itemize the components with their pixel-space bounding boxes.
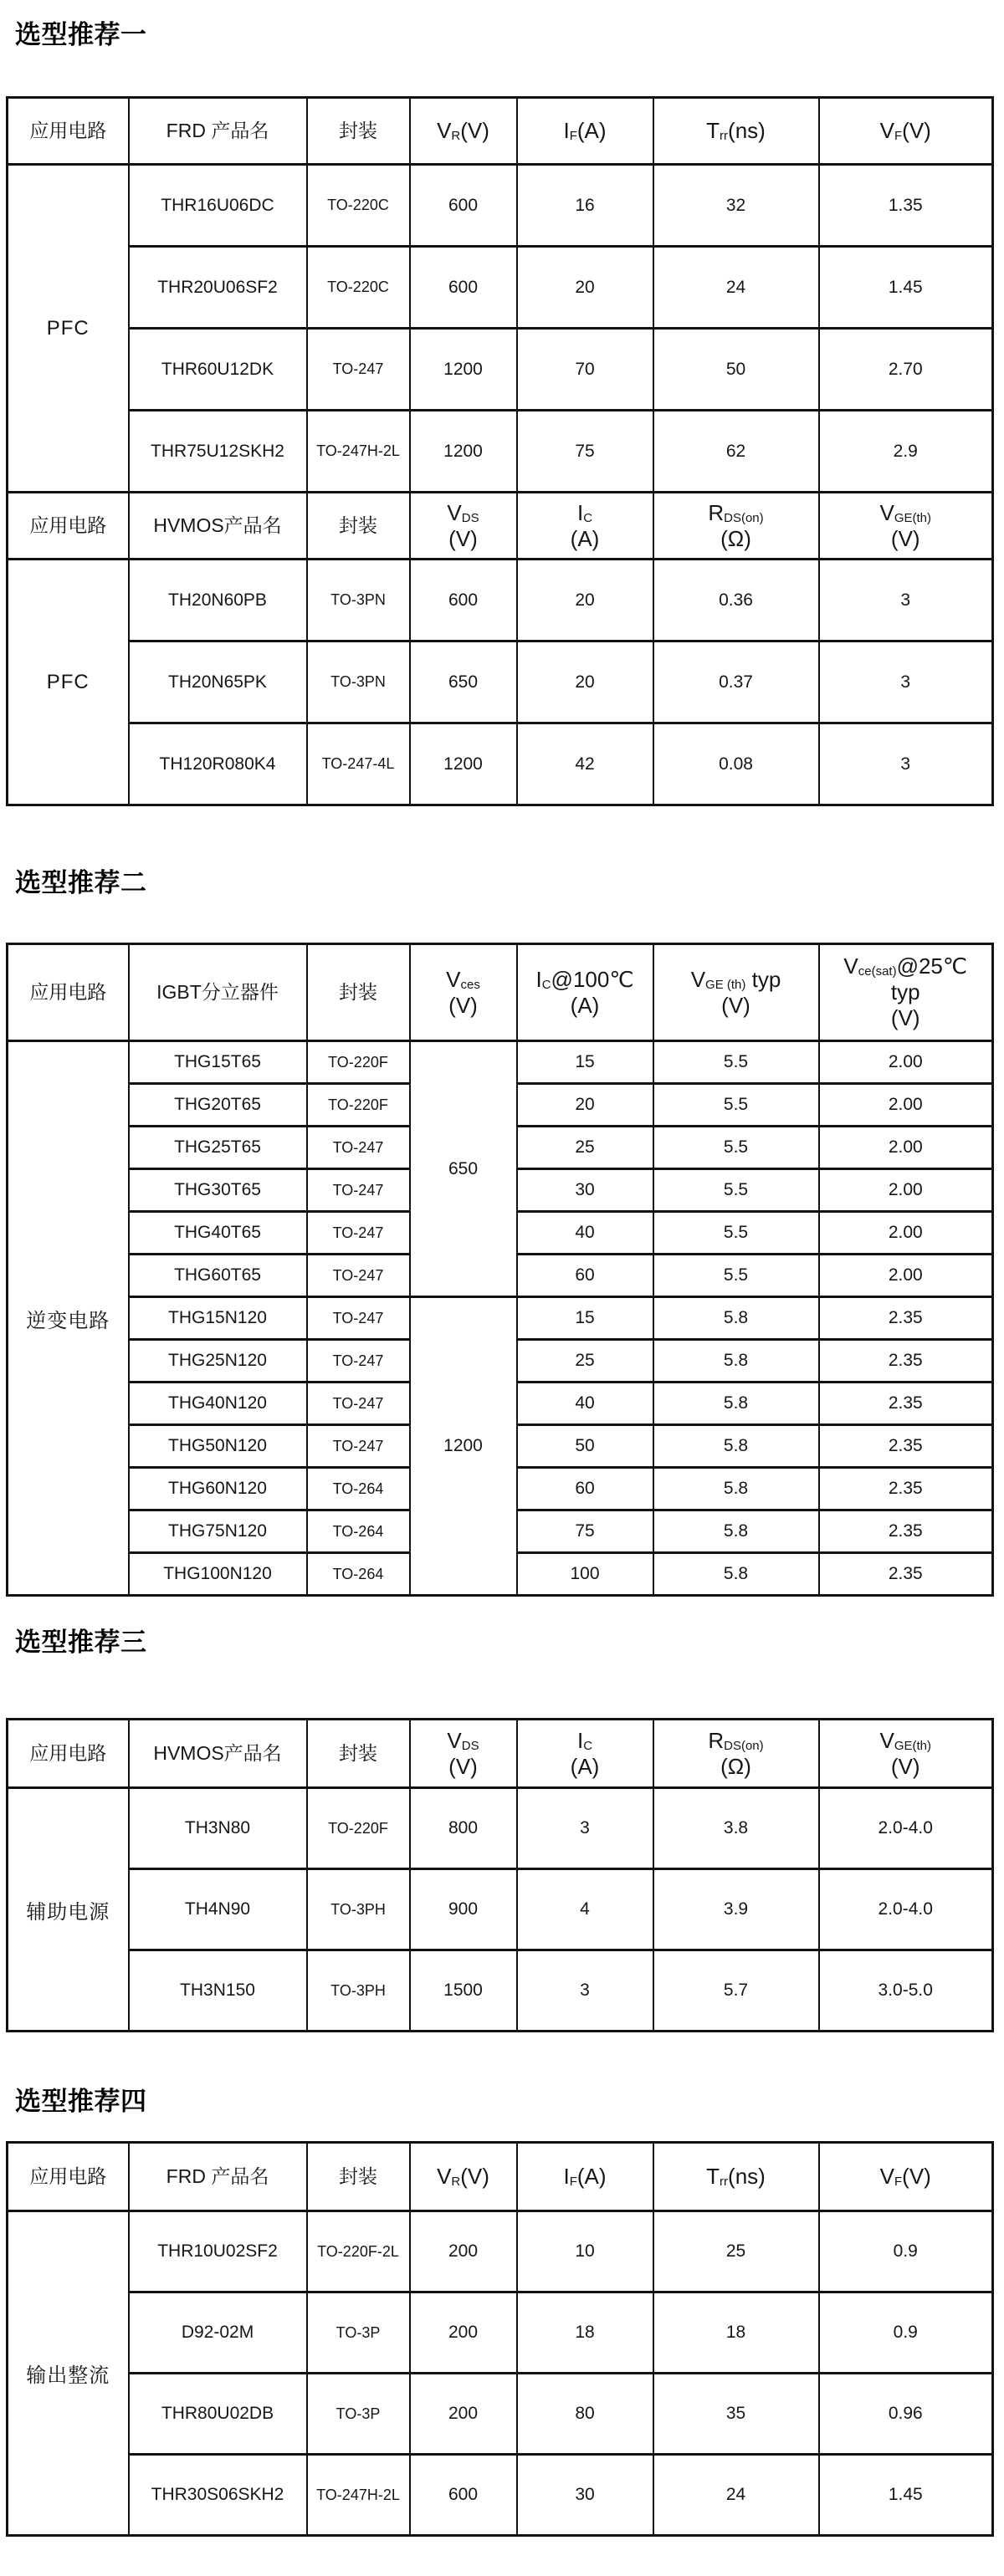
table-cell: TO-247H-2L bbox=[307, 411, 410, 493]
table-cell: 5.8 bbox=[653, 1468, 819, 1510]
table-cell: 5.8 bbox=[653, 1383, 819, 1425]
table-cell: THG100N120 bbox=[129, 1553, 307, 1596]
table-cell: 3 bbox=[819, 723, 993, 805]
table-cell: 18 bbox=[517, 2292, 653, 2374]
section-recommendation-2 bbox=[0, 865, 1004, 1597]
table-cell: THG40T65 bbox=[129, 1212, 307, 1255]
table-cell: TO-264 bbox=[307, 1510, 410, 1553]
table-cell: 5.8 bbox=[653, 1297, 819, 1340]
table-row bbox=[8, 2455, 993, 2536]
table-cell: 200 bbox=[410, 2292, 517, 2374]
table-row bbox=[8, 2374, 993, 2455]
table-cell: 900 bbox=[410, 1869, 517, 1950]
column-header: Vce(sat)@25℃ typ (V) bbox=[819, 944, 993, 1041]
table-cell: 40 bbox=[517, 1383, 653, 1425]
table-cell: TH3N80 bbox=[129, 1788, 307, 1869]
table-cell: 2.35 bbox=[819, 1425, 993, 1468]
page-title: 选型推荐四 bbox=[15, 2087, 147, 2116]
table-cell: TO-220F bbox=[307, 1041, 410, 1084]
table-cell: 3.9 bbox=[653, 1869, 819, 1950]
table-row bbox=[8, 329, 993, 411]
column-header: IF(A) bbox=[517, 2143, 653, 2211]
table-cell: TO-220F bbox=[307, 1788, 410, 1869]
table-cell: 0.08 bbox=[653, 723, 819, 805]
table-cell: 5.5 bbox=[653, 1041, 819, 1084]
table-cell: 2.35 bbox=[819, 1297, 993, 1340]
table-row bbox=[8, 247, 993, 329]
table-cell: 24 bbox=[653, 2455, 819, 2536]
column-header: IC (A) bbox=[517, 493, 653, 560]
column-header: VGE (th) typ (V) bbox=[653, 944, 819, 1041]
table-cell: 5.5 bbox=[653, 1255, 819, 1297]
table-cell: 75 bbox=[517, 1510, 653, 1553]
table-cell: TO-247 bbox=[307, 1212, 410, 1255]
table-cell: 5.5 bbox=[653, 1212, 819, 1255]
table-cell: 42 bbox=[517, 723, 653, 805]
table-cell: 2.0-4.0 bbox=[819, 1788, 993, 1869]
column-header: VR(V) bbox=[410, 98, 517, 165]
table-row bbox=[8, 2292, 993, 2374]
column-header: IGBT分立器件 bbox=[129, 944, 307, 1041]
table-cell: 2.00 bbox=[819, 1084, 993, 1127]
section-recommendation-1 bbox=[0, 17, 1004, 806]
column-header: 应用电路 bbox=[8, 493, 129, 560]
section-recommendation-4 bbox=[0, 2083, 1004, 2537]
table-cell: 800 bbox=[410, 1788, 517, 1869]
column-header: 封装 bbox=[307, 493, 410, 560]
column-header: VGE(th) (V) bbox=[819, 1720, 993, 1788]
column-header: 封装 bbox=[307, 1720, 410, 1788]
table-cell: 80 bbox=[517, 2374, 653, 2455]
page-title: 选型推荐二 bbox=[15, 868, 147, 897]
table-cell: 1200 bbox=[410, 1297, 517, 1596]
table-cell: 20 bbox=[517, 560, 653, 641]
table-cell: TO-247 bbox=[307, 1297, 410, 1340]
table-cell: 2.35 bbox=[819, 1468, 993, 1510]
table-cell: THR60U12DK bbox=[129, 329, 307, 411]
table-cell: TO-220C bbox=[307, 247, 410, 329]
table-cell: 2.35 bbox=[819, 1340, 993, 1383]
column-header: 封装 bbox=[307, 2143, 410, 2211]
page-title: 选型推荐三 bbox=[15, 1628, 147, 1657]
table-cell: 4 bbox=[517, 1869, 653, 1950]
table-cell: 5.5 bbox=[653, 1169, 819, 1212]
table-cell: 3.0-5.0 bbox=[819, 1950, 993, 2032]
table-cell: THR10U02SF2 bbox=[129, 2211, 307, 2292]
header-row bbox=[8, 1720, 993, 1788]
table-cell: 5.7 bbox=[653, 1950, 819, 2032]
table-cell: THR75U12SKH2 bbox=[129, 411, 307, 493]
selection-table-4 bbox=[6, 2141, 994, 2537]
table-cell: 1200 bbox=[410, 329, 517, 411]
table-row bbox=[8, 165, 993, 247]
table-cell: THR20U06SF2 bbox=[129, 247, 307, 329]
table-cell: TO-220F-2L bbox=[307, 2211, 410, 2292]
table-cell: 5.5 bbox=[653, 1127, 819, 1169]
column-header: FRD 产品名 bbox=[129, 98, 307, 165]
table-cell: 0.9 bbox=[819, 2211, 993, 2292]
column-header: Trr(ns) bbox=[653, 2143, 819, 2211]
table-row bbox=[8, 1788, 993, 1869]
table-cell: THG15T65 bbox=[129, 1041, 307, 1084]
table-cell: THG75N120 bbox=[129, 1510, 307, 1553]
column-header: 封装 bbox=[307, 944, 410, 1041]
page bbox=[0, 17, 1004, 2537]
table-cell: 18 bbox=[653, 2292, 819, 2374]
table-cell: TO-3P bbox=[307, 2374, 410, 2455]
table-cell: 600 bbox=[410, 560, 517, 641]
column-header: Trr(ns) bbox=[653, 98, 819, 165]
table-cell: 650 bbox=[410, 641, 517, 723]
table-cell: 25 bbox=[653, 2211, 819, 2292]
table-cell: THG15N120 bbox=[129, 1297, 307, 1340]
table-cell: 1.35 bbox=[819, 165, 993, 247]
column-header: IC@100℃ (A) bbox=[517, 944, 653, 1041]
table-cell: 2.00 bbox=[819, 1169, 993, 1212]
table-cell: 2.0-4.0 bbox=[819, 1869, 993, 1950]
table-cell: 0.36 bbox=[653, 560, 819, 641]
table-cell: 20 bbox=[517, 247, 653, 329]
table-cell: 50 bbox=[653, 329, 819, 411]
column-header: VF(V) bbox=[819, 2143, 993, 2211]
table-cell: THG40N120 bbox=[129, 1383, 307, 1425]
table-cell: 5.8 bbox=[653, 1510, 819, 1553]
header-row bbox=[8, 98, 993, 165]
table-cell: TO-264 bbox=[307, 1468, 410, 1510]
table-cell: 15 bbox=[517, 1041, 653, 1084]
column-header: HVMOS产品名 bbox=[129, 493, 307, 560]
table-cell: TH20N65PK bbox=[129, 641, 307, 723]
table-cell: 5.8 bbox=[653, 1340, 819, 1383]
table-cell: TO-264 bbox=[307, 1553, 410, 1596]
table-cell: TO-247H-2L bbox=[307, 2455, 410, 2536]
table-row bbox=[8, 1950, 993, 2032]
column-header: 应用电路 bbox=[8, 1720, 129, 1788]
page-title: 选型推荐一 bbox=[15, 20, 147, 49]
table-cell: 20 bbox=[517, 1084, 653, 1127]
table-cell: TO-3PN bbox=[307, 641, 410, 723]
table-cell: 逆变电路 bbox=[8, 1041, 129, 1596]
table-cell: TH120R080K4 bbox=[129, 723, 307, 805]
column-header: 封装 bbox=[307, 98, 410, 165]
column-header: IC (A) bbox=[517, 1720, 653, 1788]
table-row bbox=[8, 641, 993, 723]
table-cell: PFC bbox=[8, 560, 129, 805]
table-cell: TO-3P bbox=[307, 2292, 410, 2374]
table-cell: 5.8 bbox=[653, 1425, 819, 1468]
table-cell: 35 bbox=[653, 2374, 819, 2455]
table-cell: 200 bbox=[410, 2374, 517, 2455]
column-header: 应用电路 bbox=[8, 2143, 129, 2211]
table-cell: 2.00 bbox=[819, 1255, 993, 1297]
table-cell: THR16U06DC bbox=[129, 165, 307, 247]
table-cell: 60 bbox=[517, 1468, 653, 1510]
table-cell: 32 bbox=[653, 165, 819, 247]
table-cell: PFC bbox=[8, 165, 129, 493]
table-cell: 0.37 bbox=[653, 641, 819, 723]
column-header: 应用电路 bbox=[8, 944, 129, 1041]
column-header: VR(V) bbox=[410, 2143, 517, 2211]
selection-table-2 bbox=[6, 943, 994, 1597]
table-cell: THG60T65 bbox=[129, 1255, 307, 1297]
table-cell: 2.00 bbox=[819, 1127, 993, 1169]
column-header: VF(V) bbox=[819, 98, 993, 165]
table-cell: 16 bbox=[517, 165, 653, 247]
table-cell: TO-247 bbox=[307, 1255, 410, 1297]
table-row bbox=[8, 560, 993, 641]
table-cell: TO-220F bbox=[307, 1084, 410, 1127]
table-cell: 2.00 bbox=[819, 1212, 993, 1255]
table-cell: 62 bbox=[653, 411, 819, 493]
table-cell: THG20T65 bbox=[129, 1084, 307, 1127]
table-cell: TH20N60PB bbox=[129, 560, 307, 641]
table-cell: TH4N90 bbox=[129, 1869, 307, 1950]
section-recommendation-3 bbox=[0, 1624, 1004, 2032]
table-cell: 25 bbox=[517, 1340, 653, 1383]
table-cell: 输出整流 bbox=[8, 2211, 129, 2536]
table-cell: 3 bbox=[819, 641, 993, 723]
table-cell: 10 bbox=[517, 2211, 653, 2292]
column-header: 应用电路 bbox=[8, 98, 129, 165]
table-cell: 600 bbox=[410, 165, 517, 247]
table-cell: 5.5 bbox=[653, 1084, 819, 1127]
column-header: RDS(on) (Ω) bbox=[653, 1720, 819, 1788]
table-cell: 0.96 bbox=[819, 2374, 993, 2455]
table-cell: 30 bbox=[517, 1169, 653, 1212]
table-cell: TO-247 bbox=[307, 1425, 410, 1468]
table-cell: THR80U02DB bbox=[129, 2374, 307, 2455]
table-cell: 1200 bbox=[410, 723, 517, 805]
table-row bbox=[8, 1297, 993, 1340]
column-header: IF(A) bbox=[517, 98, 653, 165]
table-cell: 50 bbox=[517, 1425, 653, 1468]
column-header: VDS (V) bbox=[410, 493, 517, 560]
table-cell: 2.35 bbox=[819, 1383, 993, 1425]
table-cell: 3 bbox=[517, 1788, 653, 1869]
table-cell: 2.35 bbox=[819, 1553, 993, 1596]
table-cell: 2.35 bbox=[819, 1510, 993, 1553]
table-cell: 辅助电源 bbox=[8, 1788, 129, 2032]
table-cell: TO-3PH bbox=[307, 1950, 410, 2032]
table-row bbox=[8, 723, 993, 805]
table-cell: TO-247 bbox=[307, 1169, 410, 1212]
table-row bbox=[8, 1041, 993, 1084]
column-header: RDS(on) (Ω) bbox=[653, 493, 819, 560]
table-cell: 1.45 bbox=[819, 2455, 993, 2536]
table-cell: TO-247 bbox=[307, 329, 410, 411]
table-cell: THG50N120 bbox=[129, 1425, 307, 1468]
table-cell: 75 bbox=[517, 411, 653, 493]
table-cell: THG25N120 bbox=[129, 1340, 307, 1383]
table-row bbox=[8, 411, 993, 493]
table-cell: TO-220C bbox=[307, 165, 410, 247]
column-header: Vces (V) bbox=[410, 944, 517, 1041]
table-cell: TO-247-4L bbox=[307, 723, 410, 805]
table-cell: 25 bbox=[517, 1127, 653, 1169]
table-cell: 20 bbox=[517, 641, 653, 723]
table-cell: TO-3PH bbox=[307, 1869, 410, 1950]
table-cell: D92-02M bbox=[129, 2292, 307, 2374]
table-cell: 1200 bbox=[410, 411, 517, 493]
header-row bbox=[8, 2143, 993, 2211]
column-header: VDS (V) bbox=[410, 1720, 517, 1788]
table-cell: 15 bbox=[517, 1297, 653, 1340]
table-cell: 650 bbox=[410, 1041, 517, 1297]
table-cell: 3 bbox=[517, 1950, 653, 2032]
table-cell: THG25T65 bbox=[129, 1127, 307, 1169]
table-cell: 40 bbox=[517, 1212, 653, 1255]
column-header: HVMOS产品名 bbox=[129, 1720, 307, 1788]
selection-table-1 bbox=[6, 96, 994, 806]
header-row bbox=[8, 493, 993, 560]
table-cell: THG60N120 bbox=[129, 1468, 307, 1510]
table-cell: THG30T65 bbox=[129, 1169, 307, 1212]
table-cell: TO-247 bbox=[307, 1383, 410, 1425]
table-cell: TO-3PN bbox=[307, 560, 410, 641]
table-cell: 5.8 bbox=[653, 1553, 819, 1596]
table-cell: 2.70 bbox=[819, 329, 993, 411]
table-cell: 1500 bbox=[410, 1950, 517, 2032]
table-cell: 3 bbox=[819, 560, 993, 641]
table-cell: 2.00 bbox=[819, 1041, 993, 1084]
table-cell: 0.9 bbox=[819, 2292, 993, 2374]
table-cell: 100 bbox=[517, 1553, 653, 1596]
table-cell: 600 bbox=[410, 247, 517, 329]
table-cell: TO-247 bbox=[307, 1127, 410, 1169]
column-header: FRD 产品名 bbox=[129, 2143, 307, 2211]
selection-table-3 bbox=[6, 1718, 994, 2032]
table-row bbox=[8, 2211, 993, 2292]
table-cell: 70 bbox=[517, 329, 653, 411]
table-cell: TH3N150 bbox=[129, 1950, 307, 2032]
table-cell: THR30S06SKH2 bbox=[129, 2455, 307, 2536]
table-cell: 24 bbox=[653, 247, 819, 329]
table-cell: 600 bbox=[410, 2455, 517, 2536]
header-row bbox=[8, 944, 993, 1041]
table-cell: 200 bbox=[410, 2211, 517, 2292]
table-cell: 30 bbox=[517, 2455, 653, 2536]
table-cell: 60 bbox=[517, 1255, 653, 1297]
column-header: VGE(th) (V) bbox=[819, 493, 993, 560]
table-cell: 2.9 bbox=[819, 411, 993, 493]
table-cell: TO-247 bbox=[307, 1340, 410, 1383]
table-row bbox=[8, 1869, 993, 1950]
table-cell: 3.8 bbox=[653, 1788, 819, 1869]
table-cell: 1.45 bbox=[819, 247, 993, 329]
